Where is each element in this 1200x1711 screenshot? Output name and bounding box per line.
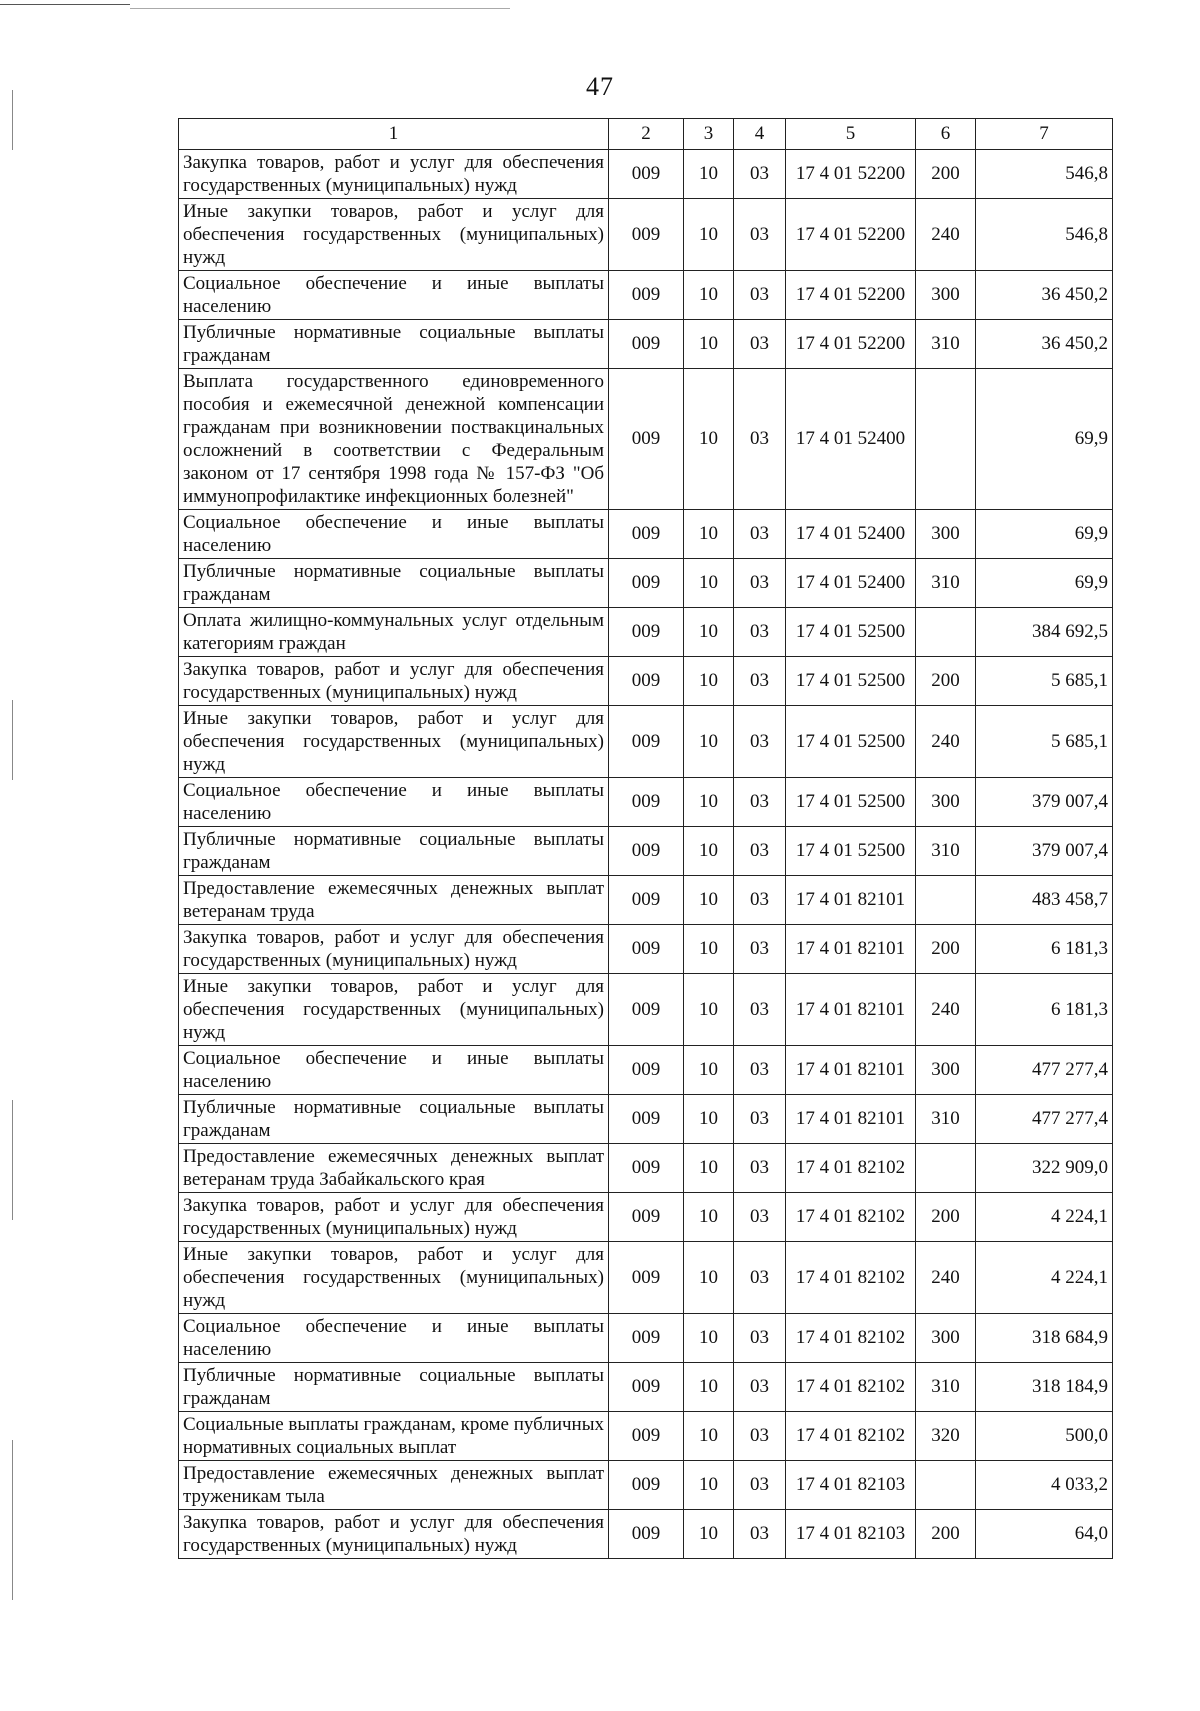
cell-subsection: 03: [734, 369, 786, 510]
cell-target-article: 17 4 01 52200: [786, 150, 916, 199]
page-number: 47: [586, 72, 614, 101]
table-row: [179, 1144, 1113, 1193]
cell-section: 10: [684, 559, 734, 608]
column-header: 2: [609, 119, 684, 150]
table-row: [179, 1510, 1113, 1559]
cell-target-article: 17 4 01 82102: [786, 1144, 916, 1193]
cell-amount: 500,0: [976, 1412, 1113, 1461]
cell-subsection: 03: [734, 199, 786, 271]
column-header: 7: [976, 119, 1113, 150]
cell-ministry-code: 009: [609, 199, 684, 271]
cell-amount: 322 909,0: [976, 1144, 1113, 1193]
cell-amount: 546,8: [976, 150, 1113, 199]
cell-amount: 384 692,5: [976, 608, 1113, 657]
cell-section: 10: [684, 827, 734, 876]
cell-target-article: 17 4 01 52500: [786, 657, 916, 706]
cell-description: Иные закупки товаров, работ и услуг для обеспечения государственных (муниципальных) нужд: [179, 199, 609, 271]
cell-description: Социальное обеспечение и иные выплаты населению: [179, 1046, 609, 1095]
cell-amount: 379 007,4: [976, 778, 1113, 827]
cell-section: 10: [684, 778, 734, 827]
cell-section: 10: [684, 657, 734, 706]
cell-subsection: 03: [734, 150, 786, 199]
cell-ministry-code: 009: [609, 608, 684, 657]
cell-amount: 36 450,2: [976, 320, 1113, 369]
cell-ministry-code: 009: [609, 876, 684, 925]
cell-expense-type: 320: [916, 1412, 976, 1461]
cell-amount: 477 277,4: [976, 1046, 1113, 1095]
cell-section: 10: [684, 925, 734, 974]
cell-expense-type: 310: [916, 1095, 976, 1144]
cell-description: Социальное обеспечение и иные выплаты населению: [179, 510, 609, 559]
column-header: 4: [734, 119, 786, 150]
cell-section: 10: [684, 1144, 734, 1193]
table-row: [179, 510, 1113, 559]
cell-amount: 318 684,9: [976, 1314, 1113, 1363]
cell-description: Публичные нормативные социальные выплаты гражданам: [179, 1095, 609, 1144]
cell-expense-type: 240: [916, 706, 976, 778]
cell-subsection: 03: [734, 1510, 786, 1559]
cell-target-article: 17 4 01 82102: [786, 1193, 916, 1242]
cell-subsection: 03: [734, 1242, 786, 1314]
cell-subsection: 03: [734, 559, 786, 608]
table-row: [179, 1363, 1113, 1412]
cell-ministry-code: 009: [609, 925, 684, 974]
cell-target-article: 17 4 01 82101: [786, 925, 916, 974]
cell-subsection: 03: [734, 1314, 786, 1363]
cell-expense-type: 300: [916, 1314, 976, 1363]
cell-ministry-code: 009: [609, 1242, 684, 1314]
table-body: [179, 150, 1113, 1559]
cell-description: Предоставление ежемесячных денежных выплат труженикам тыла: [179, 1461, 609, 1510]
cell-ministry-code: 009: [609, 1046, 684, 1095]
cell-amount: 6 181,3: [976, 925, 1113, 974]
cell-ministry-code: 009: [609, 150, 684, 199]
cell-expense-type: 300: [916, 510, 976, 559]
table-row: [179, 876, 1113, 925]
cell-expense-type: 240: [916, 199, 976, 271]
cell-description: Оплата жилищно-коммунальных услуг отдельным категориям граждан: [179, 608, 609, 657]
cell-expense-type: [916, 876, 976, 925]
cell-expense-type: 240: [916, 974, 976, 1046]
cell-expense-type: 310: [916, 320, 976, 369]
cell-target-article: 17 4 01 52500: [786, 778, 916, 827]
cell-ministry-code: 009: [609, 1095, 684, 1144]
cell-expense-type: 200: [916, 1193, 976, 1242]
cell-target-article: 17 4 01 82103: [786, 1461, 916, 1510]
cell-target-article: 17 4 01 82102: [786, 1412, 916, 1461]
scan-artifact-line: [130, 8, 510, 9]
cell-section: 10: [684, 369, 734, 510]
cell-subsection: 03: [734, 1461, 786, 1510]
table-row: [179, 974, 1113, 1046]
table-row: [179, 150, 1113, 199]
cell-subsection: 03: [734, 608, 786, 657]
cell-ministry-code: 009: [609, 559, 684, 608]
column-header: 3: [684, 119, 734, 150]
table-row: [179, 559, 1113, 608]
table-row: [179, 1095, 1113, 1144]
cell-description: Иные закупки товаров, работ и услуг для обеспечения государственных (муниципальных) нужд: [179, 1242, 609, 1314]
cell-description: Публичные нормативные социальные выплаты гражданам: [179, 320, 609, 369]
cell-section: 10: [684, 608, 734, 657]
cell-amount: 69,9: [976, 559, 1113, 608]
cell-section: 10: [684, 150, 734, 199]
scan-artifact-mark: [12, 1440, 13, 1600]
scan-artifact-line: [0, 4, 130, 5]
cell-subsection: 03: [734, 1046, 786, 1095]
cell-target-article: 17 4 01 82101: [786, 1046, 916, 1095]
cell-expense-type: [916, 369, 976, 510]
column-header: 5: [786, 119, 916, 150]
cell-subsection: 03: [734, 657, 786, 706]
cell-ministry-code: 009: [609, 320, 684, 369]
table-row: [179, 199, 1113, 271]
column-header: 1: [179, 119, 609, 150]
cell-ministry-code: 009: [609, 1314, 684, 1363]
cell-section: 10: [684, 1193, 734, 1242]
cell-subsection: 03: [734, 1144, 786, 1193]
cell-section: 10: [684, 271, 734, 320]
table-row: [179, 1193, 1113, 1242]
cell-section: 10: [684, 1363, 734, 1412]
cell-description: Социальные выплаты гражданам, кроме публичных нормативных социальных выплат: [179, 1412, 609, 1461]
cell-amount: 6 181,3: [976, 974, 1113, 1046]
table-row: [179, 369, 1113, 510]
table-row: [179, 1461, 1113, 1510]
cell-subsection: 03: [734, 271, 786, 320]
cell-description: Публичные нормативные социальные выплаты гражданам: [179, 827, 609, 876]
cell-target-article: 17 4 01 82103: [786, 1510, 916, 1559]
table-row: [179, 778, 1113, 827]
cell-section: 10: [684, 199, 734, 271]
cell-description: Закупка товаров, работ и услуг для обеспечения государственных (муниципальных) нужд: [179, 1193, 609, 1242]
cell-amount: 379 007,4: [976, 827, 1113, 876]
table-row: [179, 827, 1113, 876]
cell-description: Закупка товаров, работ и услуг для обеспечения государственных (муниципальных) нужд: [179, 1510, 609, 1559]
cell-expense-type: 310: [916, 827, 976, 876]
cell-target-article: 17 4 01 52500: [786, 706, 916, 778]
cell-target-article: 17 4 01 82101: [786, 1095, 916, 1144]
cell-target-article: 17 4 01 82101: [786, 876, 916, 925]
cell-ministry-code: 009: [609, 1412, 684, 1461]
cell-amount: 36 450,2: [976, 271, 1113, 320]
cell-expense-type: 310: [916, 559, 976, 608]
cell-description: Иные закупки товаров, работ и услуг для обеспечения государственных (муниципальных) нужд: [179, 706, 609, 778]
table-row: [179, 1242, 1113, 1314]
cell-subsection: 03: [734, 1412, 786, 1461]
cell-target-article: 17 4 01 82102: [786, 1363, 916, 1412]
cell-amount: 483 458,7: [976, 876, 1113, 925]
cell-expense-type: 300: [916, 271, 976, 320]
cell-expense-type: 300: [916, 1046, 976, 1095]
cell-ministry-code: 009: [609, 271, 684, 320]
cell-subsection: 03: [734, 925, 786, 974]
cell-description: Закупка товаров, работ и услуг для обеспечения государственных (муниципальных) нужд: [179, 925, 609, 974]
cell-section: 10: [684, 1461, 734, 1510]
cell-section: 10: [684, 1046, 734, 1095]
cell-section: 10: [684, 706, 734, 778]
cell-target-article: 17 4 01 52400: [786, 559, 916, 608]
cell-subsection: 03: [734, 510, 786, 559]
table-row: [179, 320, 1113, 369]
column-header: 6: [916, 119, 976, 150]
cell-expense-type: 310: [916, 1363, 976, 1412]
cell-subsection: 03: [734, 876, 786, 925]
cell-expense-type: 240: [916, 1242, 976, 1314]
cell-description: Социальное обеспечение и иные выплаты населению: [179, 778, 609, 827]
cell-section: 10: [684, 510, 734, 559]
cell-ministry-code: 009: [609, 369, 684, 510]
cell-amount: 4 224,1: [976, 1242, 1113, 1314]
cell-subsection: 03: [734, 778, 786, 827]
table-row: [179, 1046, 1113, 1095]
cell-subsection: 03: [734, 827, 786, 876]
cell-expense-type: [916, 1144, 976, 1193]
cell-expense-type: [916, 1461, 976, 1510]
cell-target-article: 17 4 01 82102: [786, 1242, 916, 1314]
cell-target-article: 17 4 01 52200: [786, 320, 916, 369]
cell-target-article: 17 4 01 52400: [786, 369, 916, 510]
table-row: [179, 657, 1113, 706]
cell-description: Иные закупки товаров, работ и услуг для обеспечения государственных (муниципальных) нужд: [179, 974, 609, 1046]
cell-ministry-code: 009: [609, 1193, 684, 1242]
scan-artifact-mark: [12, 700, 13, 780]
cell-ministry-code: 009: [609, 974, 684, 1046]
cell-expense-type: 200: [916, 150, 976, 199]
cell-description: Социальное обеспечение и иные выплаты населению: [179, 1314, 609, 1363]
cell-subsection: 03: [734, 706, 786, 778]
cell-target-article: 17 4 01 82102: [786, 1314, 916, 1363]
cell-target-article: 17 4 01 52500: [786, 608, 916, 657]
cell-amount: 4 033,2: [976, 1461, 1113, 1510]
cell-description: Выплата государственного единовременного пособия и ежемесячной денежной компенсации гражданам при возникновении поствакцинальных осложнений в соответствии с Федеральным законом от 17 сентября 1998 года № 157-ФЗ "Об иммунопрофилактике инфекционных болезней": [179, 369, 609, 510]
cell-section: 10: [684, 974, 734, 1046]
cell-expense-type: [916, 608, 976, 657]
cell-description: Публичные нормативные социальные выплаты гражданам: [179, 559, 609, 608]
cell-amount: 5 685,1: [976, 706, 1113, 778]
cell-target-article: 17 4 01 52200: [786, 271, 916, 320]
cell-amount: 4 224,1: [976, 1193, 1113, 1242]
table-row: [179, 925, 1113, 974]
table-header-row: [179, 119, 1113, 150]
cell-expense-type: 200: [916, 925, 976, 974]
cell-target-article: 17 4 01 82101: [786, 974, 916, 1046]
cell-description: Социальное обеспечение и иные выплаты населению: [179, 271, 609, 320]
cell-target-article: 17 4 01 52200: [786, 199, 916, 271]
cell-target-article: 17 4 01 52400: [786, 510, 916, 559]
cell-amount: 5 685,1: [976, 657, 1113, 706]
cell-ministry-code: 009: [609, 778, 684, 827]
cell-subsection: 03: [734, 320, 786, 369]
cell-ministry-code: 009: [609, 827, 684, 876]
cell-amount: 64,0: [976, 1510, 1113, 1559]
cell-ministry-code: 009: [609, 510, 684, 559]
cell-ministry-code: 009: [609, 706, 684, 778]
cell-ministry-code: 009: [609, 1461, 684, 1510]
cell-subsection: 03: [734, 1193, 786, 1242]
cell-description: Предоставление ежемесячных денежных выплат ветеранам труда Забайкальского края: [179, 1144, 609, 1193]
cell-expense-type: 200: [916, 1510, 976, 1559]
cell-section: 10: [684, 1314, 734, 1363]
cell-section: 10: [684, 1095, 734, 1144]
cell-target-article: 17 4 01 52500: [786, 827, 916, 876]
cell-expense-type: 200: [916, 657, 976, 706]
cell-ministry-code: 009: [609, 1363, 684, 1412]
scan-artifact-mark: [12, 1100, 13, 1220]
table-row: [179, 1412, 1113, 1461]
cell-ministry-code: 009: [609, 657, 684, 706]
table-row: [179, 271, 1113, 320]
cell-amount: 69,9: [976, 369, 1113, 510]
cell-amount: 69,9: [976, 510, 1113, 559]
cell-subsection: 03: [734, 1095, 786, 1144]
cell-amount: 477 277,4: [976, 1095, 1113, 1144]
cell-expense-type: 300: [916, 778, 976, 827]
cell-ministry-code: 009: [609, 1144, 684, 1193]
cell-amount: 318 184,9: [976, 1363, 1113, 1412]
cell-description: Предоставление ежемесячных денежных выплат ветеранам труда: [179, 876, 609, 925]
cell-amount: 546,8: [976, 199, 1113, 271]
cell-section: 10: [684, 320, 734, 369]
cell-description: Публичные нормативные социальные выплаты гражданам: [179, 1363, 609, 1412]
cell-subsection: 03: [734, 1363, 786, 1412]
cell-section: 10: [684, 1242, 734, 1314]
cell-description: Закупка товаров, работ и услуг для обеспечения государственных (муниципальных) нужд: [179, 150, 609, 199]
budget-table: [178, 118, 1113, 1559]
cell-section: 10: [684, 1510, 734, 1559]
cell-ministry-code: 009: [609, 1510, 684, 1559]
table-row: [179, 608, 1113, 657]
table-row: [179, 706, 1113, 778]
cell-subsection: 03: [734, 974, 786, 1046]
cell-description: Закупка товаров, работ и услуг для обеспечения государственных (муниципальных) нужд: [179, 657, 609, 706]
cell-section: 10: [684, 1412, 734, 1461]
cell-section: 10: [684, 876, 734, 925]
table-row: [179, 1314, 1113, 1363]
